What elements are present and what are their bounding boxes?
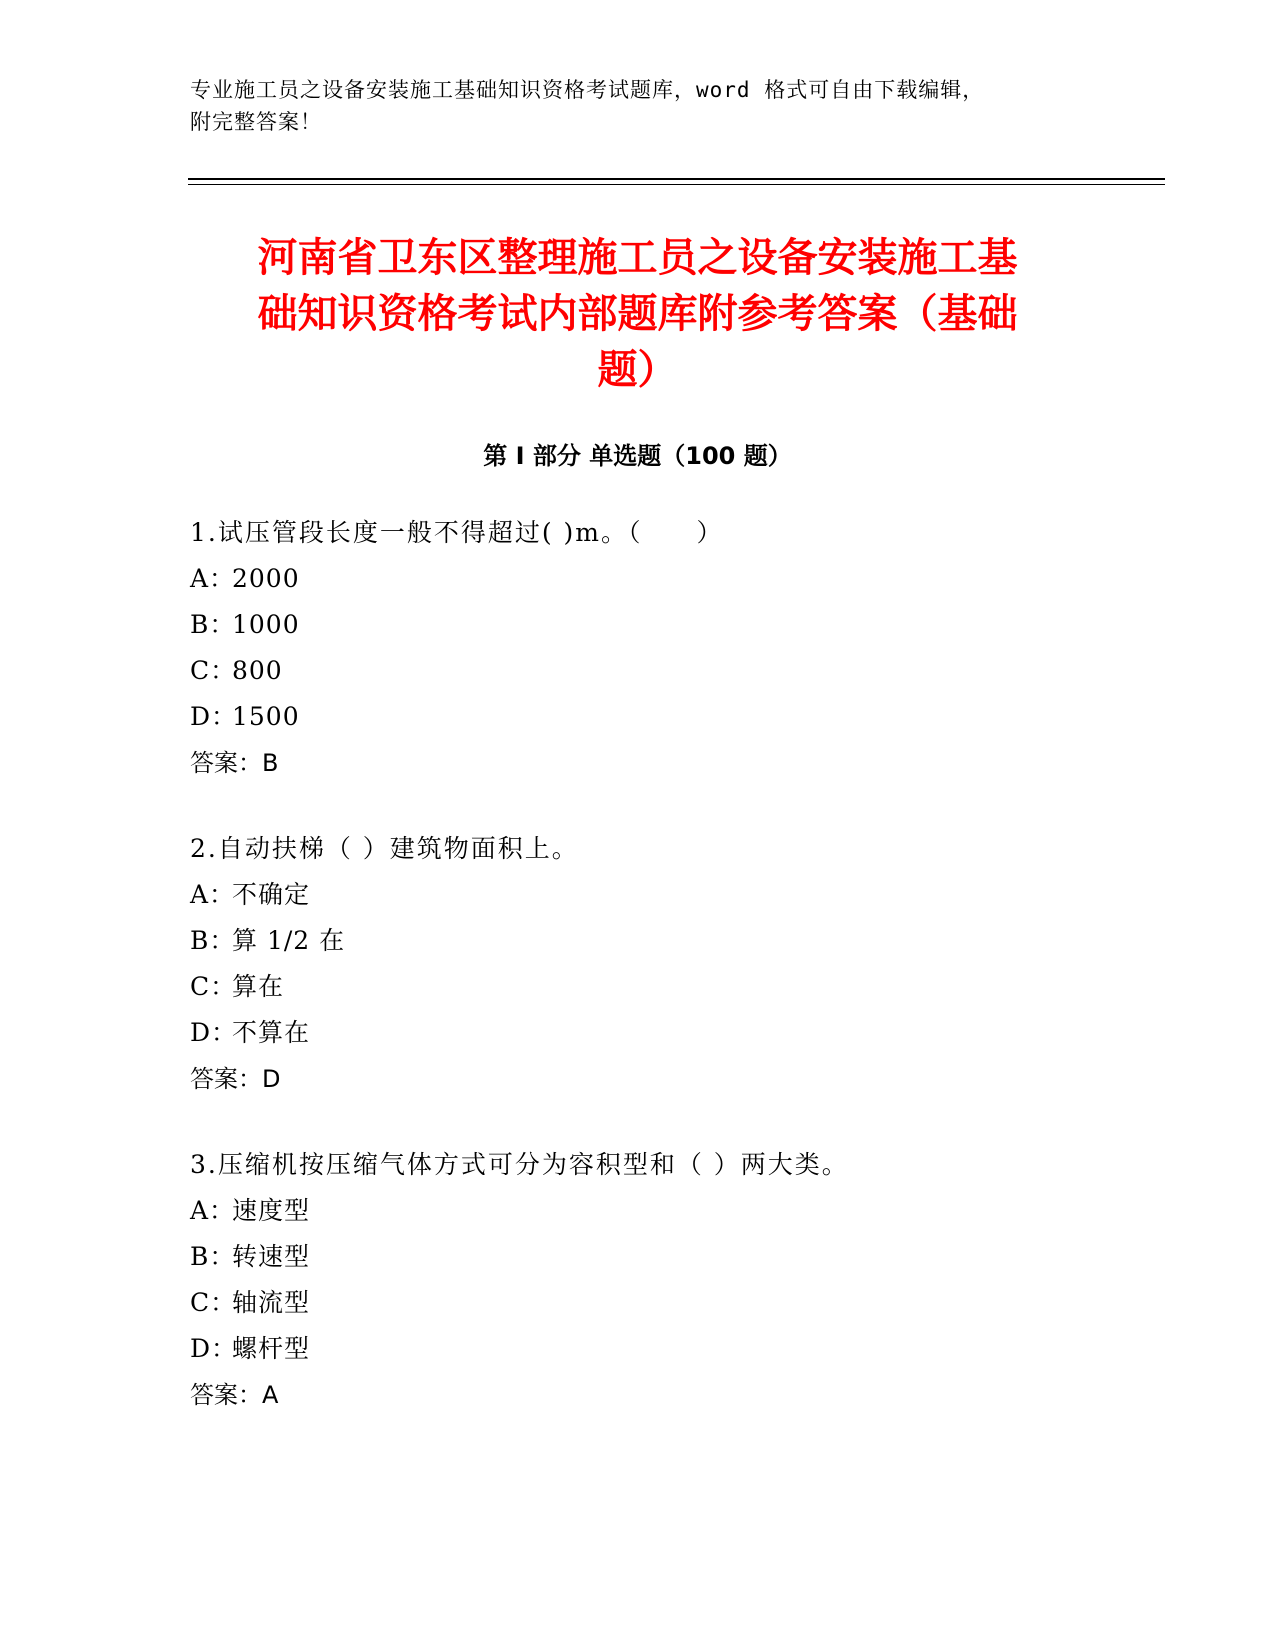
header-divider-thick [188, 178, 1165, 180]
answer-line: 答案：B [190, 749, 279, 777]
option-key: D： [190, 1018, 238, 1047]
option-text: 螺杆型 [232, 1334, 311, 1363]
document-title-line-2: 础知识资格考试内部题库附参考答案（基础 [257, 291, 1018, 337]
question-1 [190, 510, 1090, 786]
option-key: B： [190, 610, 236, 639]
option-a [190, 872, 1090, 918]
option-c [190, 648, 1090, 694]
option-b [190, 918, 1090, 964]
option-text: 转速型 [232, 1242, 311, 1271]
option-text: 2000 [232, 564, 300, 593]
option-c [190, 964, 1090, 1010]
header-note-line-1: 专业施工员之设备安装施工基础知识资格考试题库，word 格式可自由下载编辑， [190, 78, 985, 102]
document-title [190, 230, 1085, 398]
header-divider-thin [188, 184, 1165, 185]
option-c [190, 1280, 1090, 1326]
answer-line: 答案：A [190, 1381, 279, 1409]
option-text: 算在 [232, 972, 285, 1001]
answer-line: 答案：D [190, 1065, 281, 1093]
option-text: 不确定 [232, 880, 311, 909]
header-note-line-2: 附完整答案！ [190, 110, 322, 134]
question-stem: 3.压缩机按压缩气体方式可分为容积型和（ ）两大类。 [190, 1150, 849, 1179]
option-text: 1000 [232, 610, 300, 639]
option-d [190, 694, 1090, 740]
option-key: D： [190, 1334, 238, 1363]
section-title: 第 I 部分 单选题（100 题） [483, 442, 792, 470]
option-d [190, 1326, 1090, 1372]
question-stem: 2.自动扶梯（ ）建筑物面积上。 [190, 834, 579, 863]
document-title-line-1: 河南省卫东区整理施工员之设备安装施工基 [257, 235, 1018, 281]
option-key: A： [190, 1196, 236, 1225]
question-3 [190, 1142, 1090, 1418]
question-stem: 1.试压管段长度一般不得超过( )m。（ ） [190, 518, 724, 547]
option-b [190, 1234, 1090, 1280]
option-b [190, 602, 1090, 648]
option-key: D： [190, 702, 238, 731]
option-key: A： [190, 880, 236, 909]
option-text: 算 1/2 在 [232, 926, 346, 955]
option-text: 不算在 [232, 1018, 311, 1047]
option-key: C： [190, 656, 237, 685]
option-text: 速度型 [232, 1196, 311, 1225]
option-key: A： [190, 564, 236, 593]
option-text: 1500 [232, 702, 300, 731]
document-title-line-3: 题） [597, 347, 678, 393]
header-note [190, 74, 1070, 138]
option-key: C： [190, 1288, 237, 1317]
option-text: 800 [232, 656, 283, 685]
option-a [190, 1188, 1090, 1234]
option-text: 轴流型 [232, 1288, 311, 1317]
option-d [190, 1010, 1090, 1056]
option-a [190, 556, 1090, 602]
option-key: B： [190, 1242, 236, 1271]
question-2 [190, 826, 1090, 1102]
option-key: C： [190, 972, 237, 1001]
option-key: B： [190, 926, 236, 955]
